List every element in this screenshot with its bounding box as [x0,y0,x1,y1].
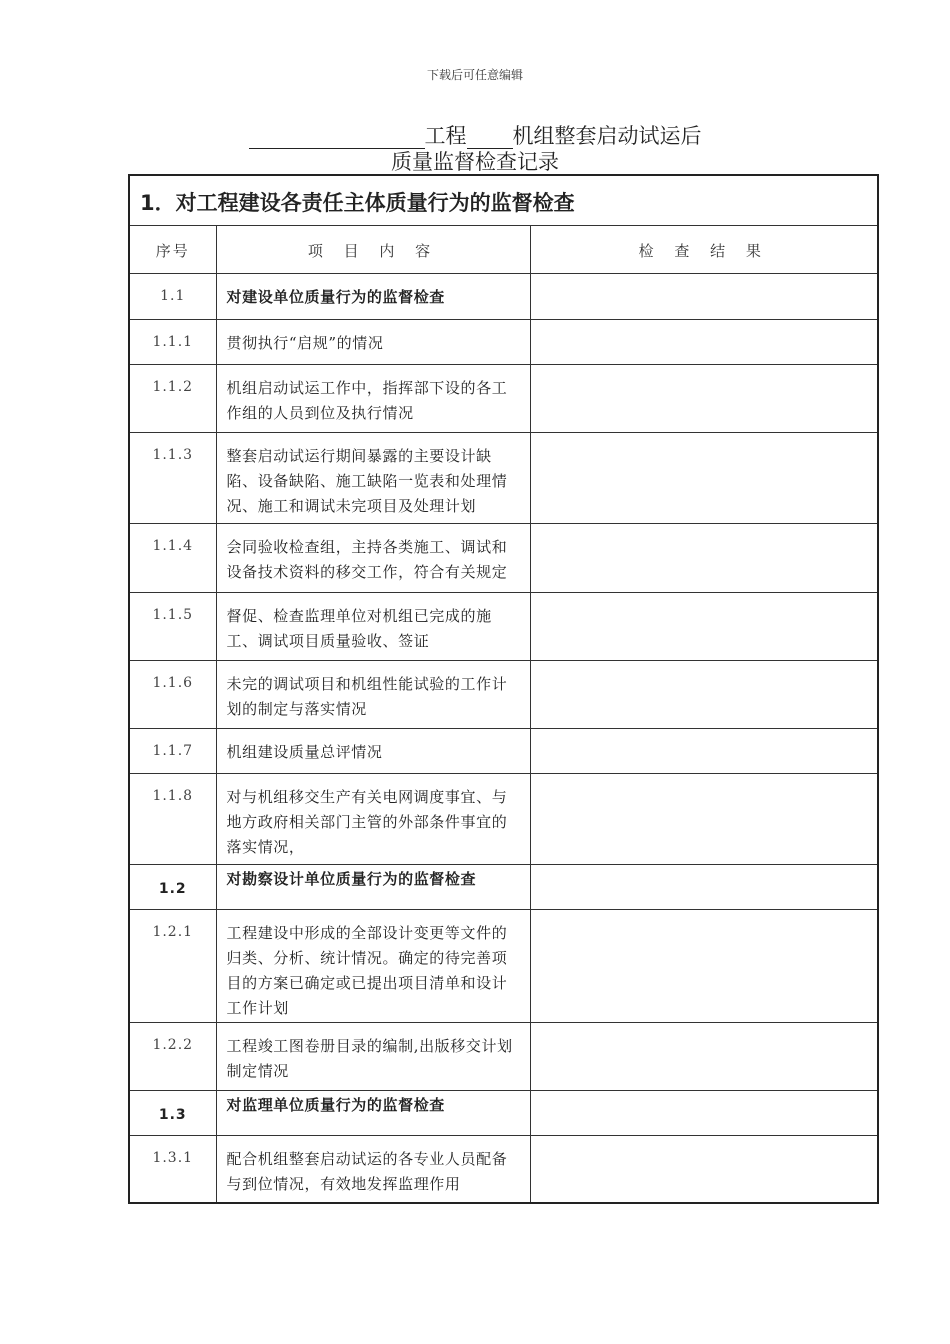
row-seq: 1.1.2 [152,379,194,395]
col-header-result: 检 查 结 果 [638,242,769,260]
table-row [129,433,878,524]
row-item: 对勘察设计单位质量行为的监督检查 [226,870,477,888]
row-seq: 1.2 [158,881,187,897]
record-title-line2: 质量监督检查记录 [391,150,559,174]
row-seq: 1.1.7 [152,743,194,759]
row-seq: 1.2.1 [152,924,194,940]
row-seq: 1.1.4 [152,538,194,554]
row-seq: 1.1.1 [152,334,194,350]
row-seq: 1.3.1 [152,1150,194,1166]
table-row [129,1091,878,1136]
section-title: 1．对工程建设各责任主体质量行为的监督检查 [129,175,878,226]
row-item: 对与机组移交生产有关电网调度事宜、与地方政府相关部门主管的外部条件事宜的落实情况， [226,788,508,856]
row-item: 贯彻执行“启规”的情况 [226,334,384,352]
header-note: 下载后可任意编辑 [426,68,523,82]
row-seq: 1.1.6 [152,675,194,691]
row-item: 督促、检查监理单位对机组已完成的施工、调试项目质量验收、签证 [226,607,492,650]
row-item: 配合机组整套启动试运的各专业人员配备与到位情况，有效地发挥监理作用 [226,1150,508,1193]
table-row [129,865,878,910]
table-row [129,1023,878,1091]
unit-number-blank [467,126,513,149]
row-seq: 1.2.2 [152,1037,194,1053]
row-item: 工程竣工图卷册目录的编制,出版移交计划制定情况 [226,1037,513,1080]
column-header-row [129,226,878,274]
col-header-item: 项 目 内 容 [307,242,439,260]
row-item: 整套启动试运行期间暴露的主要设计缺陷、设备缺陷、施工缺陷一览表和处理情况、施工和调试未完项目及处理计划 [226,447,508,515]
row-item: 未完的调试项目和机组性能试验的工作计划的制定与落实情况 [226,675,508,718]
row-item: 工程建设中形成的全部设计变更等文件的归类、分析、统计情况。确定的待完善项目的方案已确定或已提出项目清单和设计工作计划 [226,924,508,1017]
title-part1: 工程 [424,124,467,148]
table-row [129,774,878,865]
table-row [129,661,878,729]
row-item: 会同验收检查组，主持各类施工、调试和设备技术资料的移交工作，符合有关规定 [226,538,508,581]
row-seq: 1.3 [158,1107,187,1123]
row-item: 机组启动试运工作中，指挥部下设的各工作组的人员到位及执行情况 [226,379,508,422]
inspection-table [128,174,879,1204]
row-item: 对建设单位质量行为的监督检查 [226,288,445,306]
table-row [129,274,878,320]
col-header-seq: 序号 [155,242,190,260]
table-row [129,1136,878,1203]
row-seq: 1.1 [160,288,186,304]
row-seq: 1.1.3 [152,447,194,463]
table-row [129,365,878,433]
table-row [129,910,878,1023]
project-name-blank [249,126,425,149]
table-row [129,593,878,661]
table-row [129,320,878,365]
row-item: 对监理单位质量行为的监督检查 [226,1096,445,1114]
record-title-line1 [0,123,950,149]
title-part2: 机组整套启动试运后 [512,124,702,148]
table-row [129,729,878,774]
row-item: 机组建设质量总评情况 [226,743,383,761]
row-seq: 1.1.8 [152,788,194,804]
table-row [129,524,878,593]
row-seq: 1.1.5 [152,607,194,623]
section-header-row [129,175,878,226]
